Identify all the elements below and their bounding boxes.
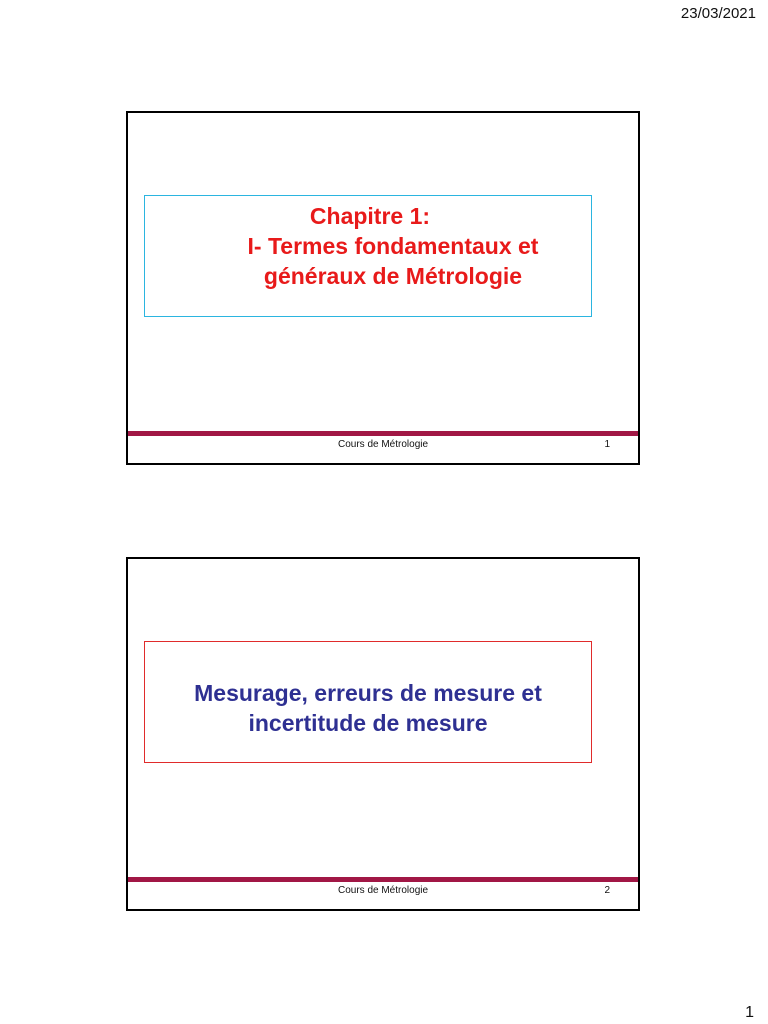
slide-footer [128, 439, 638, 455]
footer-course-label: Cours de Métrologie [338, 439, 429, 450]
print-date: 23/03/2021 [680, 5, 756, 22]
slide-title-line: I- Termes fondamentaux et [247, 233, 539, 259]
page-number: 1 [745, 1004, 754, 1021]
slide-number: 1 [604, 439, 610, 450]
slide-title-box [144, 195, 592, 317]
slide-title-box [144, 641, 592, 763]
slide-title-line: incertitude de mesure [248, 710, 488, 736]
slide-title-line: Mesurage, erreurs de mesure et [194, 680, 542, 706]
slide-title-line: Chapitre 1: [309, 203, 431, 229]
footer-divider [128, 431, 638, 436]
slide-2 [126, 557, 640, 911]
slide-footer [128, 885, 638, 901]
slide-number: 2 [604, 885, 610, 896]
slide-title-line: généraux de Métrologie [263, 263, 523, 289]
footer-course-label: Cours de Métrologie [338, 885, 429, 896]
footer-divider [128, 877, 638, 882]
slide-1 [126, 111, 640, 465]
